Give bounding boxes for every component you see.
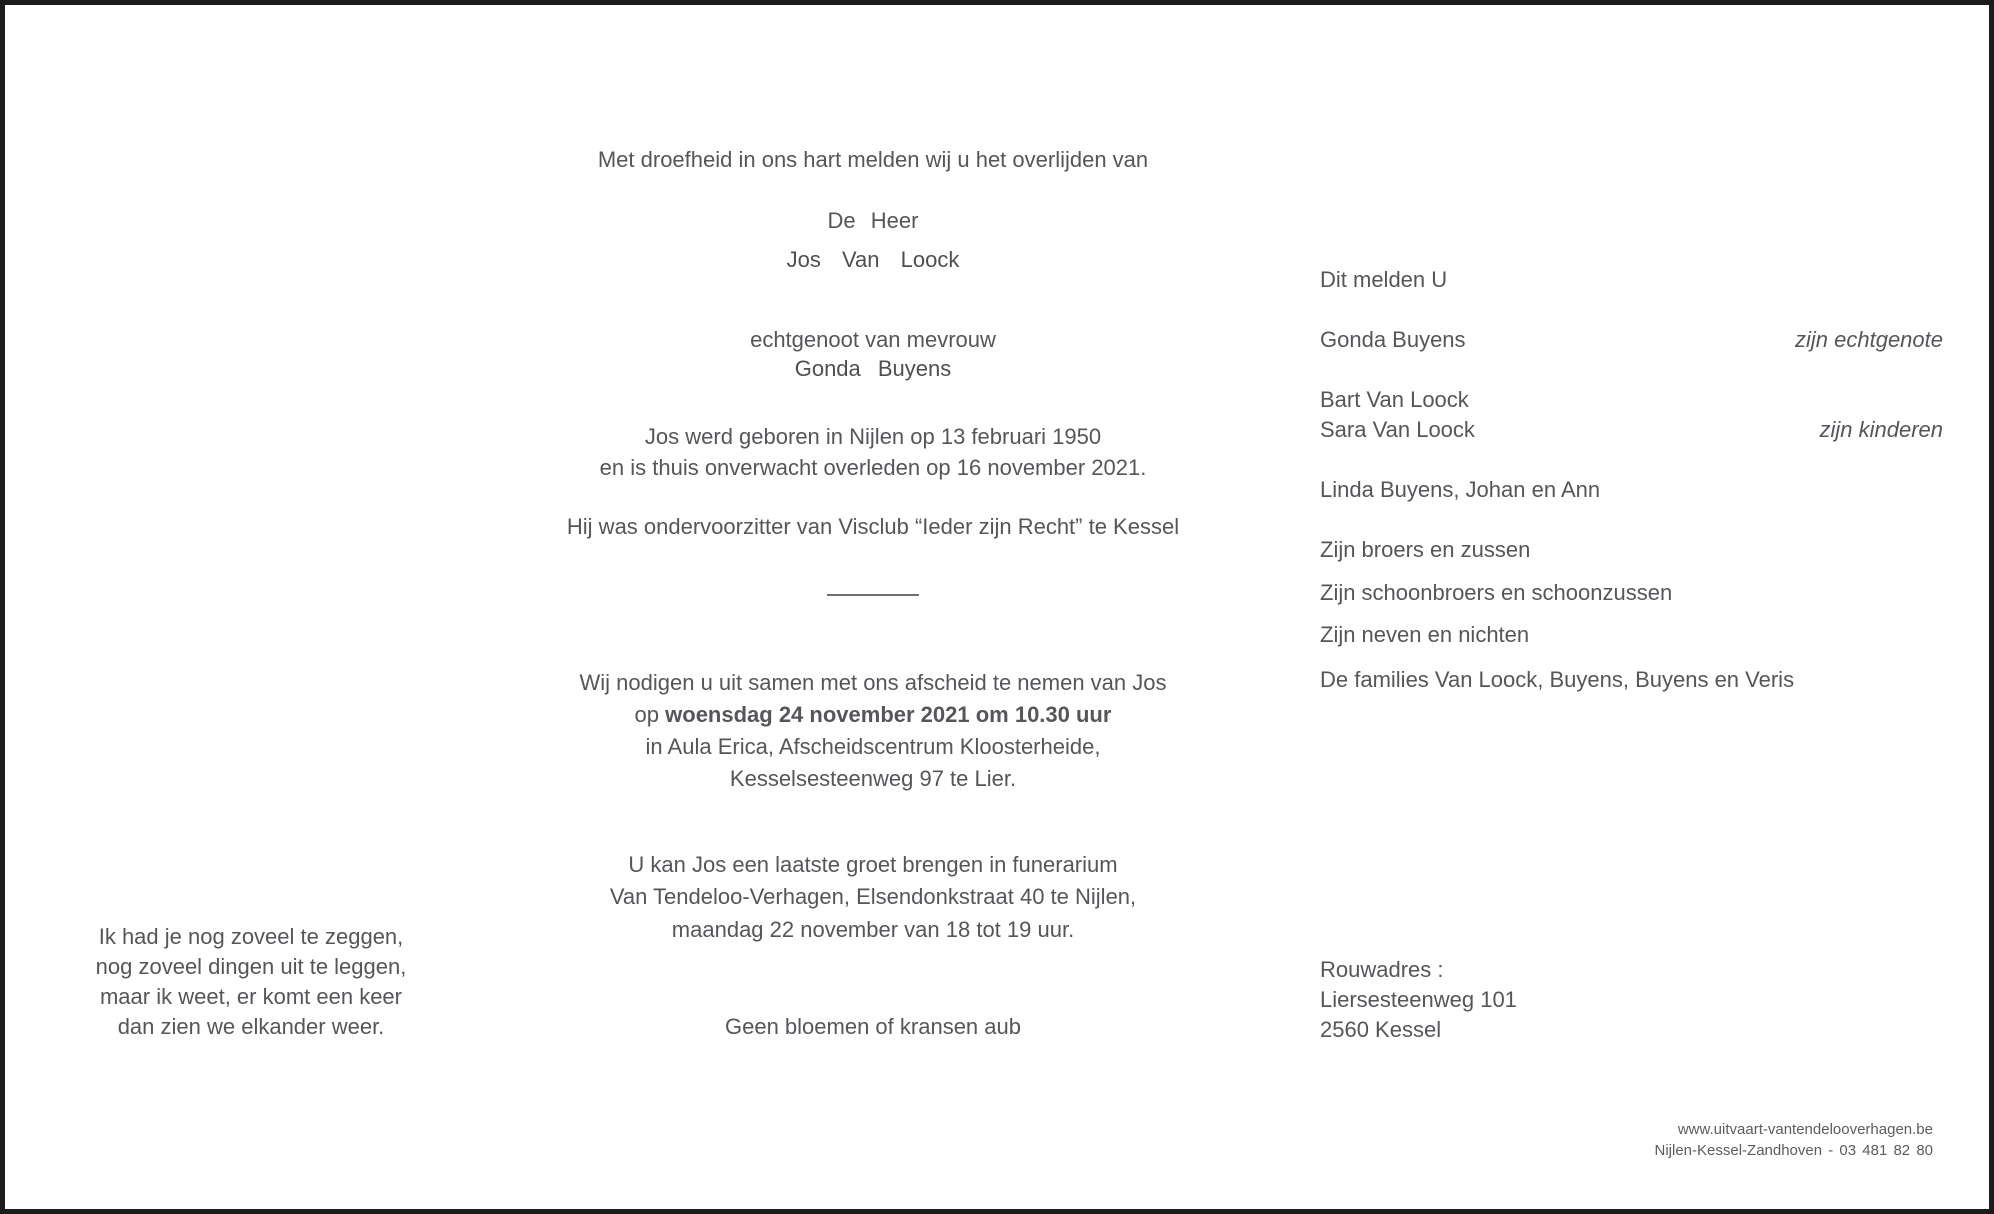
deceased-salutation: De Heer — [827, 208, 919, 233]
relation-label: zijn kinderen — [1819, 417, 1943, 442]
spouse-intro: echtgenoot van mevrouw — [750, 327, 996, 352]
ceremony-prefix: op — [634, 702, 666, 727]
ceremony-line — [425, 700, 1321, 730]
role-line: Hij was ondervoorzitter van Visclub “Ieder zijn Recht” te Kessel — [566, 514, 1180, 539]
ceremony-location-2: Kesselsesteenweg 97 te Lier. — [729, 766, 1017, 791]
viewing-line-3: maandag 22 november van 18 tot 19 uur. — [671, 917, 1075, 942]
mourning-address-label: Rouwadres : — [1320, 957, 1444, 982]
relatives-header: Dit melden U — [1320, 267, 1448, 292]
relative-name-row: Zijn broers en zussen — [1320, 537, 1531, 562]
relative-name-row: Gonda Buyens — [1320, 327, 1466, 352]
spouse-name: Gonda Buyens — [794, 356, 952, 381]
relative-name-row: Linda Buyens, Johan en Ann — [1320, 477, 1601, 502]
funeral-home-footer — [1655, 1119, 1934, 1161]
poem-line: dan zien we elkander weer. — [117, 1014, 385, 1039]
poem-line: maar ik weet, er komt een keer — [99, 984, 402, 1009]
birth-line: Jos werd geboren in Nijlen op 13 februari 1950 — [644, 424, 1102, 449]
deceased-name: Jos Van Loock — [786, 247, 960, 272]
poem — [65, 922, 437, 1042]
relative-name-row: Sara Van Loock — [1320, 417, 1475, 442]
mourning-address — [1320, 955, 1517, 1045]
mourning-address-line: Liersesteenweg 101 — [1320, 987, 1517, 1012]
ceremony-location-1: in Aula Erica, Afscheidscentrum Kloosterheide, — [645, 734, 1101, 759]
announcement-column — [425, 5, 1321, 1209]
poem-line: Ik had je nog zoveel te zeggen, — [98, 924, 404, 949]
ceremony-datetime: woensdag 24 november 2021 om 10.30 uur — [665, 702, 1112, 727]
death-line: en is thuis onverwacht overleden op 16 november 2021. — [599, 455, 1147, 480]
relative-name-row: Zijn neven en nichten — [1320, 622, 1530, 647]
footer-website: www.uitvaart-vantendelooverhagen.be — [1677, 1121, 1933, 1138]
relative-name-row: Zijn schoonbroers en schoonzussen — [1320, 580, 1673, 605]
section-divider — [827, 594, 919, 596]
relative-name-row: Bart Van Loock — [1320, 387, 1469, 412]
relation-label: zijn echtgenote — [1795, 327, 1943, 352]
relative-name-row: De families Van Loock, Buyens, Buyens en Veris — [1320, 667, 1795, 692]
mourning-address-line: 2560 Kessel — [1320, 1017, 1442, 1042]
viewing-line-1: U kan Jos een laatste groet brengen in funerarium — [628, 852, 1118, 877]
viewing-line-2: Van Tendeloo-Verhagen, Elsendonkstraat 40 te Nijlen, — [609, 884, 1137, 909]
poem-line: nog zoveel dingen uit te leggen, — [95, 954, 407, 979]
footer-contact: Nijlen-Kessel-Zandhoven - 03 481 82 80 — [1654, 1142, 1933, 1159]
invitation-line: Wij nodigen u uit samen met ons afscheid te nemen van Jos — [579, 670, 1167, 695]
announcement-intro: Met droefheid in ons hart melden wij u het overlijden van — [597, 147, 1149, 172]
no-flowers-line: Geen bloemen of kransen aub — [725, 1014, 1021, 1039]
